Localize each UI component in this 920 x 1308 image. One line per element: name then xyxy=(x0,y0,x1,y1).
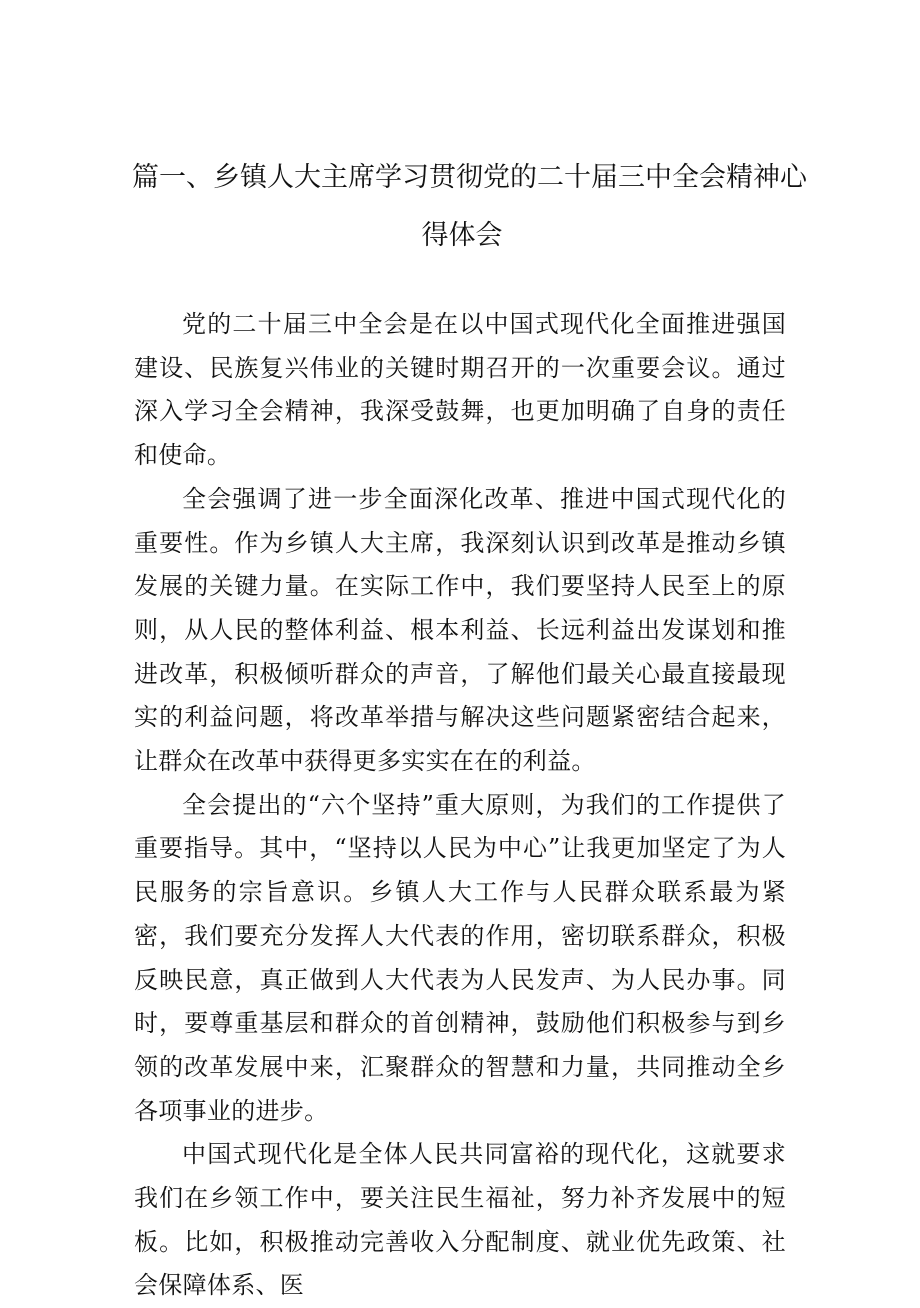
paragraph-2: 全会强调了进一步全面深化改革、推进中国式现代化的重要性。作为乡镇人大主席，我深刻认识到改革是推动乡镇发展的关键力量。在实际工作中，我们要坚持人民至上的原则，从人民的整体利益、根本利益、长远利益出发谋划和推进改革，积极倾听群众的声音，了解他们最关心最直接最现实的利益问题，将改革举措与解决这些问题紧密结合起来，让群众在改革中获得更多实实在在的利益。 xyxy=(134,484,786,776)
paragraph-4: 中国式现代化是全体人民共同富裕的现代化，这就要求我们在乡领工作中，要关注民生福祉，努力补齐发展中的短板。比如，积极推动完善收入分配制度、就业优先政策、社会保障体系、医 xyxy=(134,1140,786,1300)
paragraph-3: 全会提出的“六个坚持”重大原则，为我们的工作提供了重要指导。其中，“坚持以人民为中心”让我更加坚定了为人民服务的宗旨意识。乡镇人大工作与人民群众联系最为紧密，我们要充分发挥人大代表的作用，密切联系群众，积极反映民意，真正做到人大代表为人民发声、为人民办事。同时，要尊重基层和群众的首创精神，鼓励他们积极参与到乡领的改革发展中来，汇聚群众的智慧和力量，共同推动全乡各项事业的进步。 xyxy=(134,790,786,1125)
paragraph-1: 党的二十届三中全会是在以中国式现代化全面推进强国建设、民族复兴伟业的关键时期召开的一次重要会议。通过深入学习全会精神，我深受鼓舞，也更加明确了自身的责任和使命。 xyxy=(134,310,786,470)
document-body xyxy=(134,303,786,1308)
document-title-line-2: 得体会 xyxy=(421,220,503,251)
document-title-line-1: 篇一、乡镇人大主席学习贯彻党的二十届三中全会精神心 xyxy=(132,162,807,193)
